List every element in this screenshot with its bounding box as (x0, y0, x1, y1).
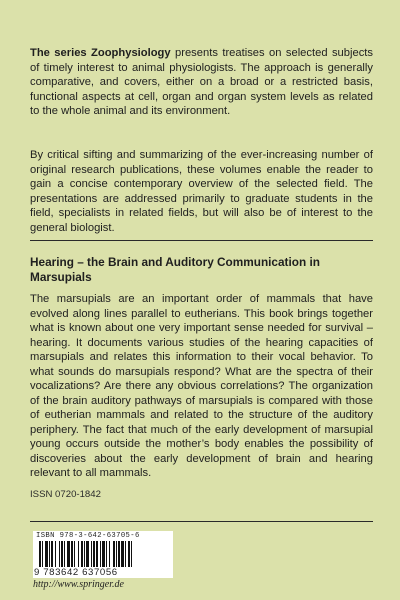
barcode-bar (118, 541, 120, 567)
barcode-bar (128, 541, 130, 567)
barcode-bar (49, 541, 50, 567)
series-description (30, 46, 373, 119)
barcode-bar (51, 541, 53, 567)
barcode-bar (93, 541, 95, 567)
barcode-bar (71, 541, 73, 567)
barcode-bar (64, 541, 65, 567)
book-title: Hearing – the Brain and Auditory Communication in Marsupials (30, 255, 320, 284)
barcode-bar (42, 541, 43, 567)
barcode (33, 531, 173, 578)
barcode-bar (109, 541, 110, 567)
series-description-2 (30, 148, 373, 235)
barcode-bar (116, 541, 117, 567)
series-name: The series Zoophysiology (30, 47, 171, 59)
barcode-bar (59, 541, 60, 567)
isbn-label: ISBN 978-3-642-63705-6 (36, 532, 140, 540)
barcode-bar (91, 541, 92, 567)
barcode-bar (61, 541, 63, 567)
barcode-bars (39, 541, 167, 567)
barcode-bar (113, 541, 115, 567)
barcode-bar (55, 541, 56, 567)
barcode-bar (67, 541, 70, 567)
barcode-bar (121, 541, 124, 567)
barcode-bar (106, 541, 107, 567)
barcode-bar (100, 541, 101, 567)
divider-top (30, 240, 373, 241)
book-description-text: The marsupials are an important order of mammals that have evolved along lines parallel to eutherians. This book brings together what is known about one very important sense needed for survival – hearing. It documents various studies of the hearing capacities of marsupials and relates this information to their vocal behavior. To what sounds do marsupials respond? What are the spectra of their vocalizations? Are there any obvious correlations? The organization of the brain auditory pathways of marsupials is compared with those of eutherian mammals and related to the structure of the auditory periphery. The fact that much of the early development of marsupial young occurs outside the mother’s body enables the possibility of discoveries about the early development of brain and hearing relevant to all mammals. (30, 293, 373, 479)
barcode-bar (84, 541, 85, 567)
barcode-bar (131, 541, 132, 567)
barcode-bar (81, 541, 83, 567)
barcode-bar (102, 541, 105, 567)
barcode-bar (39, 541, 41, 567)
divider-bottom (30, 521, 373, 522)
barcode-bar (78, 541, 79, 567)
publisher-url: http://www.springer.de (33, 579, 124, 590)
barcode-bar (74, 541, 75, 567)
series-paragraph-2: By critical sifting and summarizing of the ever-increasing number of original research publications, these volumes enable the reader to gain a concise contemporary overview of the selected field. The presentations are addressed primarily to graduate students in the field, specialists in related fields, but will also be of interest to the general biologist. (30, 149, 373, 234)
series-text: presents treatises on selected subjects of timely interest to animal physiologists. The approach is generally comparative, and covers, either on a broad or a restricted basis, functional aspects at cell, organ and organ system levels as related to the whole animal and its environment. (30, 47, 373, 117)
series-paragraph (30, 46, 373, 119)
issn: ISSN 0720-1842 (30, 489, 101, 500)
book-description (30, 292, 373, 481)
barcode-bar (96, 541, 98, 567)
barcode-bar (45, 541, 48, 567)
barcode-bar (86, 541, 89, 567)
barcode-bar (125, 541, 126, 567)
ean-digits: 9 783642 637056 (34, 567, 118, 578)
